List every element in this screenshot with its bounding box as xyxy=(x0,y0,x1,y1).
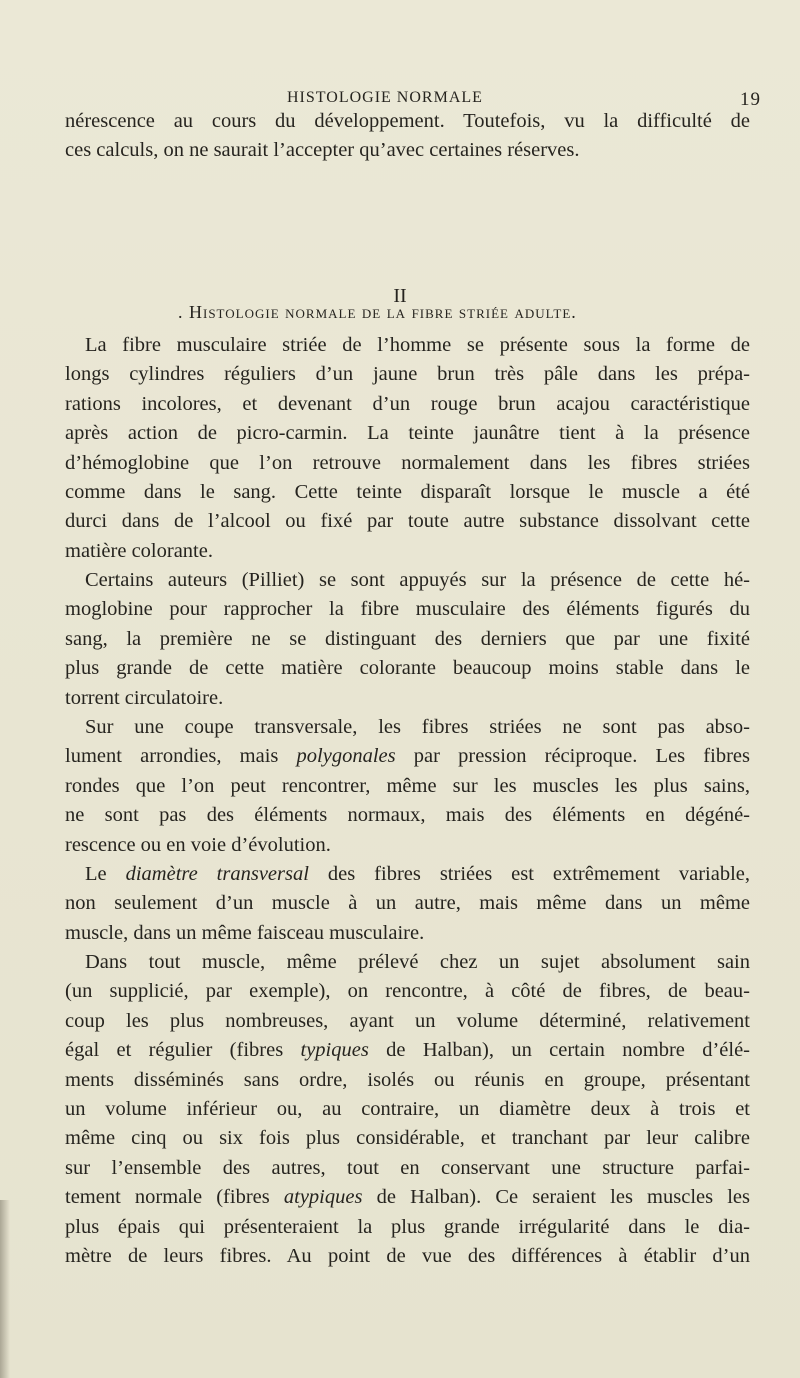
text-line-with-emphasis xyxy=(65,1036,750,1065)
text-line: (un supplicié, par exemple), on rencontre, à côté de fibres, de beau- xyxy=(65,980,750,1003)
italic-term: atypiques xyxy=(283,1186,363,1209)
text-line: rescence ou en voie d’évolution. xyxy=(65,833,331,856)
running-title: HISTOLOGIE NORMALE xyxy=(287,89,483,106)
text-line: Certains auteurs (Pilliet) se sont appuyés sur la présence de cette hé- xyxy=(85,569,750,591)
text-line: Sur une coupe transversale, les fibres striées ne sont pas abso- xyxy=(85,716,750,738)
text-line: durci dans de l’alcool ou fixé par toute autre substance dissolvant cette xyxy=(65,510,750,533)
paragraph-2 xyxy=(65,566,750,713)
opening-text xyxy=(65,107,750,166)
text-line: sang, la première ne se distinguant des derniers que par une fixité xyxy=(65,627,750,650)
text-run: des fibres striées est extrêmement variable, xyxy=(308,863,750,885)
text-line-with-emphasis xyxy=(65,860,750,889)
text-run: lument arrondies, mais xyxy=(65,745,297,768)
text-line: rondes que l’on peut rencontrer, même sur les muscles les plus sains, xyxy=(65,774,750,797)
italic-term: typiques xyxy=(300,1039,369,1062)
italic-term: polygonales xyxy=(296,745,396,768)
text-run: Le xyxy=(85,863,126,885)
text-line: rations incolores, et devenant d’un rouge brun acajou caractéristique xyxy=(65,392,750,415)
text-run: par pression réciproque. Les fibres xyxy=(395,745,750,768)
text-line: plus épais qui présenteraient la plus grande irrégularité dans le dia- xyxy=(65,1215,750,1238)
text-line: longs cylindres réguliers d’un jaune brun très pâle dans les prépa- xyxy=(65,363,750,386)
text-line: ne sont pas des éléments normaux, mais des éléments en dégéné- xyxy=(65,804,750,827)
text-line: La fibre musculaire striée de l’homme se présente sous la forme de xyxy=(85,334,750,356)
text-run: de Halban). Ce seraient les muscles les xyxy=(362,1186,750,1209)
text-line: non seulement d’un muscle à un autre, mais même dans un même xyxy=(65,892,750,915)
paragraph-4 xyxy=(65,860,750,948)
text-run: égal et régulier (fibres xyxy=(65,1039,301,1062)
text-line: plus grande de cette matière colorante beaucoup moins stable dans le xyxy=(65,657,750,680)
text-line: ments disséminés sans ordre, isolés ou réunis en groupe, présentant xyxy=(65,1068,750,1091)
text-line: Dans tout muscle, même prélevé chez un sujet absolument sain xyxy=(85,951,750,973)
text-line: nérescence au cours du développement. Toutefois, vu la difficulté de xyxy=(65,110,750,132)
text-line: ces calculs, on ne saurait l’accepter qu’avec certaines réserves. xyxy=(65,139,580,162)
text-run: tement normale (fibres xyxy=(65,1186,284,1209)
italic-term: diamètre transversal xyxy=(125,863,309,885)
text-line-with-emphasis xyxy=(65,1183,750,1212)
paragraph-1 xyxy=(65,331,750,566)
text-line: matière colorante. xyxy=(65,539,213,562)
text-line: moglobine pour rapprocher la fibre musculaire des éléments figurés du xyxy=(65,598,750,621)
text-line: même cinq ou six fois plus considérable, et tranchant par leur calibre xyxy=(65,1127,750,1150)
page-edge-shadow xyxy=(0,1200,10,1378)
text-line: un volume inférieur ou, au contraire, un diamètre deux à trois et xyxy=(65,1097,750,1120)
text-line: torrent circulatoire. xyxy=(65,686,224,709)
section-title: . Histologie normale de la fibre striée adulte. xyxy=(178,302,577,322)
section-number: II xyxy=(393,285,407,307)
paragraph-5 xyxy=(65,948,750,1271)
text-line-with-emphasis xyxy=(65,742,750,771)
paragraph-3 xyxy=(65,713,750,860)
text-run: de Halban), un certain nombre d’élé- xyxy=(368,1039,750,1062)
text-line: après action de picro-carmin. La teinte jaunâtre tient à la présence xyxy=(65,422,750,445)
text-line: coup les plus nombreuses, ayant un volume déterminé, relativement xyxy=(65,1009,750,1032)
text-line: mètre de leurs fibres. Au point de vue des différences à établir d’un xyxy=(65,1244,750,1267)
text-line: d’hémoglobine que l’on retrouve normalement dans les fibres striées xyxy=(65,451,750,474)
text-line: comme dans le sang. Cette teinte disparaît lorsque le muscle a été xyxy=(65,480,750,503)
text-line: sur l’ensemble des autres, tout en conservant une structure parfai- xyxy=(65,1156,750,1179)
text-line: muscle, dans un même faisceau musculaire. xyxy=(65,921,425,944)
page-number: 19 xyxy=(740,89,761,110)
